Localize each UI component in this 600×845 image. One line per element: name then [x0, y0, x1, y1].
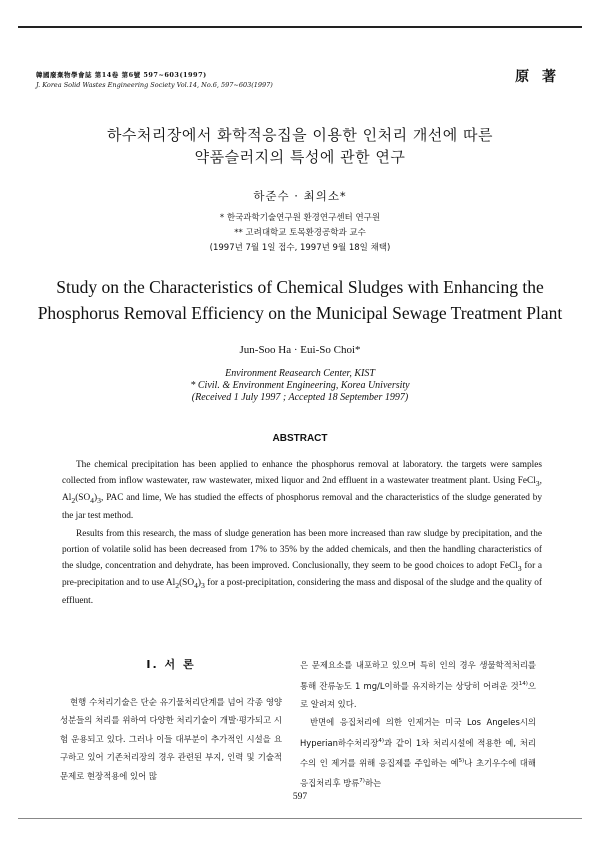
korean-title	[0, 124, 600, 168]
page-number: 597	[292, 792, 308, 802]
english-affiliation-1: Environment Reasearch Center, KIST	[225, 368, 375, 379]
abstract-paragraph-1	[62, 458, 542, 525]
journal-header	[36, 70, 273, 90]
abstract-text: , Al	[62, 475, 542, 504]
abstract-text: , PAC and lime, We has studied the effects of phosphorus removal and the characteristics of the sludge generated by the jar test method.	[62, 493, 542, 522]
abstract-body	[62, 458, 542, 610]
journal-kr: 韓國廢棄物學會誌 第14卷 第6號 597~603(1997)	[36, 71, 207, 79]
subscript: 3	[201, 581, 205, 591]
english-title	[20, 274, 580, 326]
korean-affiliation-2: ** 고려대학교 토목환경공학과 교수	[234, 228, 366, 238]
article-type: 原 著	[515, 69, 560, 85]
korean-affiliations	[0, 211, 600, 256]
body-paragraph	[300, 713, 536, 792]
korean-authors: 하준수 · 최의소*	[253, 189, 347, 203]
korean-affiliation-1: * 한국과학기술연구원 환경연구센터 연구원	[219, 213, 381, 223]
english-dates: (Received 1 July 1997 ; Accepted 18 September 1997)	[191, 392, 409, 403]
abstract-heading: ABSTRACT	[272, 433, 328, 444]
abstract-text: for a post-precipitation, considering the mass and disposal of the sludge and the quality of effluent.	[62, 578, 542, 606]
abstract-text: Results from this research, the mass of sludge generation has been more increased than raw sludge by precipitation, and the portion of volatile solid has been decreased from 17% to 35% by the added chemicals, and then the handling characteristics of the sludge, concentration and dehydrate, has been improved. Conclusionally, they seem to be good choices to adopt FeCl	[62, 528, 542, 571]
body-paragraph	[300, 656, 536, 713]
subscript: 2	[71, 496, 76, 506]
citation: 4)	[378, 737, 385, 744]
body-text: 하는	[364, 778, 382, 789]
body-paragraph: 현행 수처리기술은 단순 유기물처리단계를 넘어 각종 영양성분들의 처리를 위하여 다양한 처리기술이 개발·평가되고 시험 운용되고 있다. 그러나 이들 대부분이 추가적인 시설을 요구하고 있어 기존처리장의 경우 관련된 부지, 인력 및 기술적 문제로 현장적용에 있어 많	[60, 696, 282, 781]
top-rule	[18, 26, 582, 28]
bottom-rule	[18, 818, 582, 819]
korean-dates: (1997년 7월 1일 접수, 1997년 9월 18일 채택)	[209, 243, 391, 253]
subscript: 4	[90, 496, 95, 506]
body-text: 나 초기우수에 대해 응집처리후 방류	[300, 757, 536, 789]
english-title-line2: Phosphorus Removal Efficiency on the Municipal Sewage Treatment Plant	[37, 303, 563, 323]
body-column-left	[60, 656, 282, 785]
journal-en: J. Korea Solid Wastes Engineering Society Vol.14, No.6, 597~603(1997)	[36, 81, 273, 89]
subscript: 3	[97, 496, 102, 506]
abstract-text: for a pre-precipitation and to use Al	[62, 560, 542, 589]
english-affiliation-2: * Civil. & Environment Engineering, Korea University	[190, 380, 410, 391]
citation: 14)	[518, 680, 528, 687]
citation: 5)	[458, 758, 465, 765]
body-text: 반면에 응집처리에 의한 인제거는 미국 Los Angeles시의 Hyperian하수처리장	[300, 717, 536, 748]
abstract-text: )	[94, 493, 98, 504]
korean-title-line2: 약품슬러지의 특성에 관한 연구	[194, 148, 406, 166]
abstract-text: (SO	[179, 578, 195, 589]
abstract-paragraph-2	[62, 527, 542, 610]
english-affiliations	[0, 368, 600, 404]
citation: 7)	[359, 778, 365, 785]
subscript: 3	[517, 563, 522, 573]
body-column-right	[300, 656, 536, 793]
body-text: 은 문제요소를 내포하고 있으며 특히 인의 경우 생물학적처리를 통해 잔류농도 1 mg/L이하를 유지하기는 상당히 어려운 것	[300, 660, 536, 691]
section-title: Ⅰ. 서 론	[146, 658, 196, 671]
body-text: 으로 알려져 있다.	[300, 680, 536, 709]
body-text: 과 같이 1차 처리시설에 적용한 예, 처리수의 인 제거를 위해 응집제를 주입하는 예	[300, 737, 536, 768]
subscript: 2	[175, 581, 180, 591]
subscript: 4	[194, 581, 198, 591]
korean-title-line1: 하수처리장에서 화학적응집을 이용한 인처리 개선에 따른	[106, 126, 494, 144]
abstract-text: )	[197, 578, 202, 589]
english-title-line1: Study on the Characteristics of Chemical Sludges with Enhancing the	[56, 277, 544, 297]
abstract-text: The chemical precipitation has been applied to enhance the phosphorus removal at laboratory. the targets were samples collected from inflow wastewater, raw wastewater, mixed liquor and 2nd effluent in a wastewater treatment plant. Using FeCl	[62, 460, 542, 486]
english-authors: Jun-Soo Ha · Eui-So Choi*	[239, 344, 361, 356]
subscript: 3	[535, 478, 540, 488]
abstract-text: (SO	[75, 493, 91, 504]
